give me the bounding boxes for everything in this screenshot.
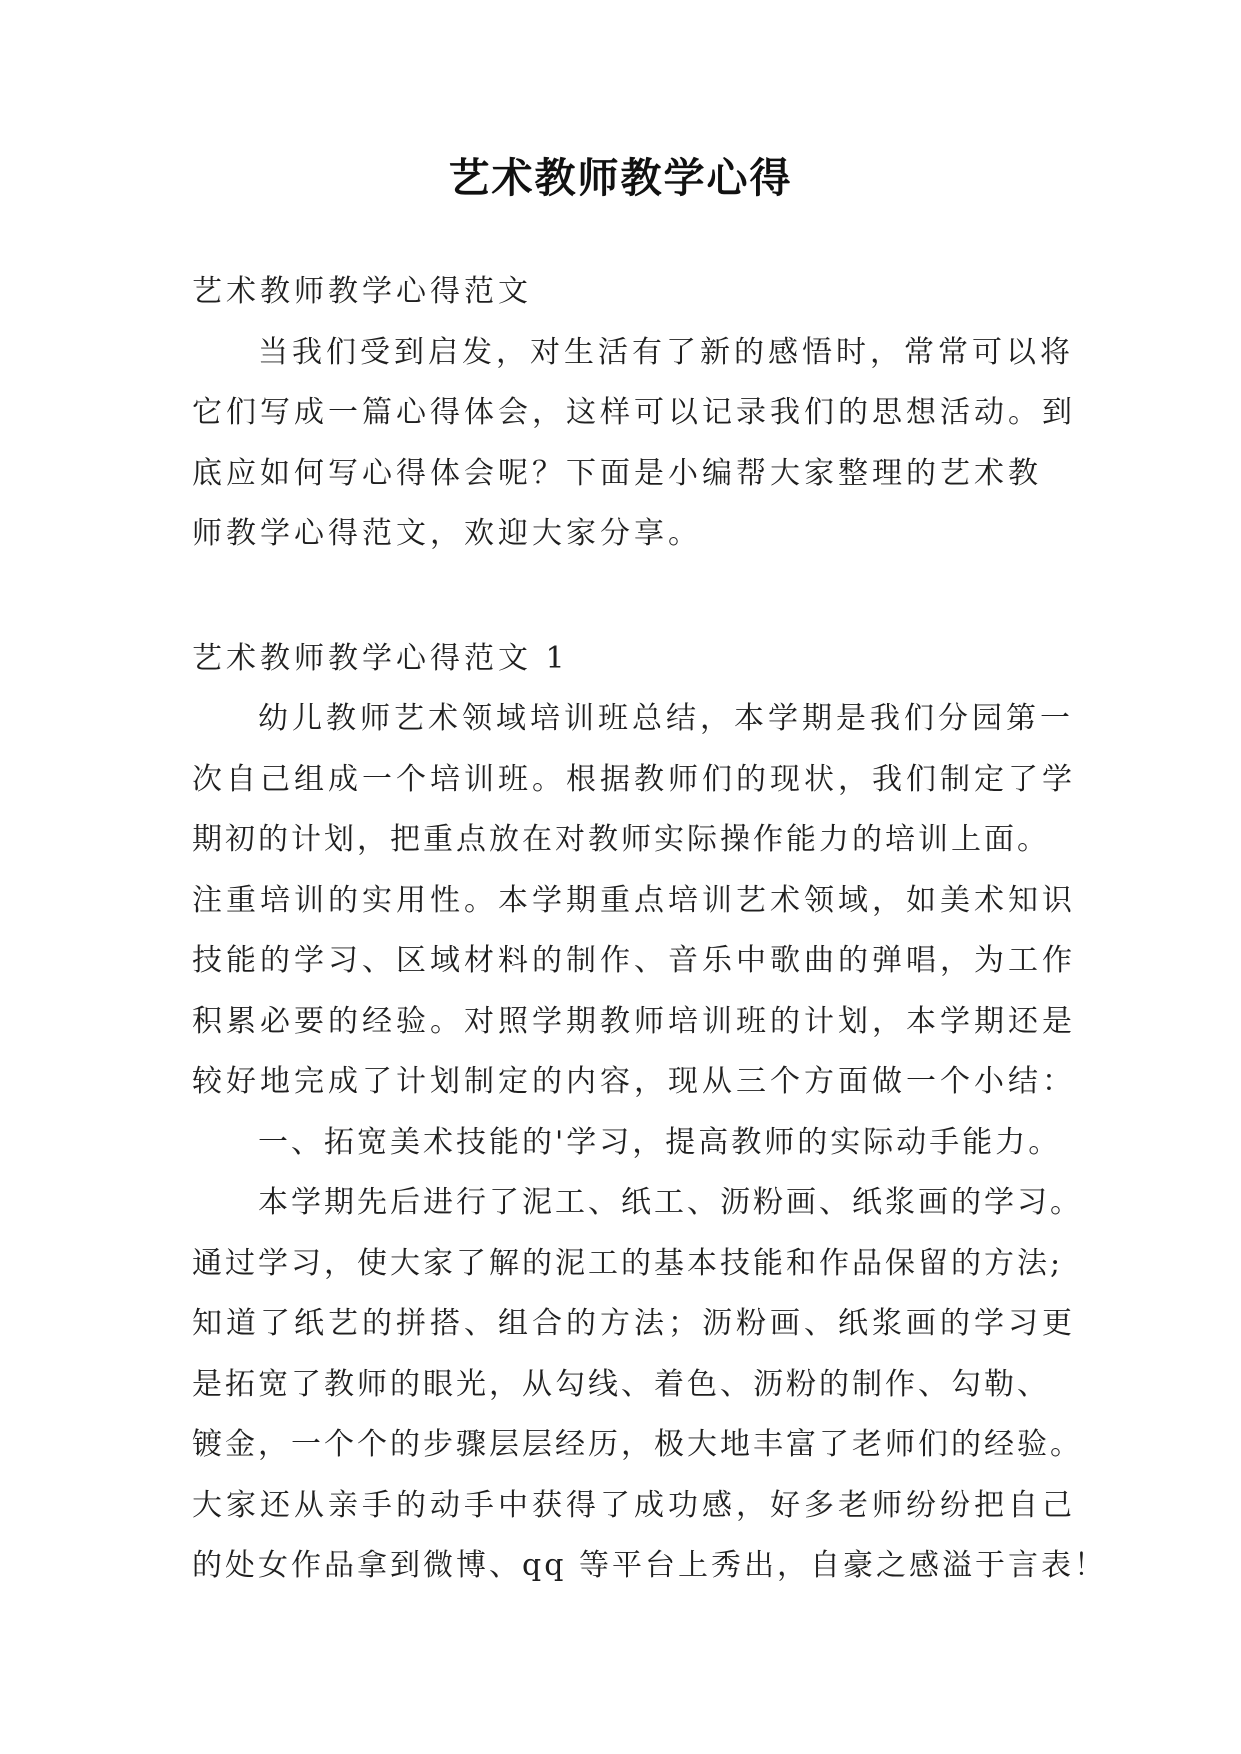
paragraph-line: 大家还从亲手的动手中获得了成功感，好多老师纷纷把自己	[192, 1487, 1076, 1523]
paragraph-line: 积累必要的经验。对照学期教师培训班的计划，本学期还是	[192, 1003, 1076, 1039]
intro-line: 师教学心得范文，欢迎大家分享。	[192, 516, 702, 551]
intro-line: 底应如何写心得体会呢？下面是小编帮大家整理的艺术教	[192, 455, 1042, 491]
paragraph-line: 注重培训的实用性。本学期重点培训艺术领域，如美术知识	[192, 882, 1076, 918]
section-spacer	[192, 565, 1054, 629]
paragraph-line: 幼儿教师艺术领域培训班总结，本学期是我们分园第一	[258, 701, 1074, 736]
paragraph-line: 次自己组成一个培训班。根据教师们的现状，我们制定了学	[192, 761, 1076, 797]
paragraph-line: 期初的计划，把重点放在对教师实际操作能力的培训上面。	[192, 822, 1050, 857]
paragraph-line: 镀金，一个个的步骤层层经历，极大地丰富了老师们的经验。	[192, 1427, 1083, 1462]
document-body	[192, 262, 1107, 1597]
intro-line: 它们写成一篇心得体会，这样可以记录我们的思想活动。到	[192, 395, 1076, 430]
section-heading: 艺术教师教学心得范文 1	[192, 640, 569, 676]
point-heading: 一、拓宽美术技能的'学习，提高教师的实际动手能力。	[258, 1124, 1062, 1160]
paragraph-line: 技能的学习、区域材料的制作、音乐中歌曲的弹唱，为工作	[192, 943, 1076, 978]
paragraph-line: 的处女作品拿到微博、qq 等平台上秀出，自豪之感溢于言表！	[192, 1548, 1107, 1583]
paragraph-line: 知道了纸艺的拼搭、组合的方法；沥粉画、纸浆画的学习更	[192, 1306, 1076, 1341]
paragraph-line: 通过学习，使大家了解的泥工的基本技能和作品保留的方法;	[192, 1245, 1064, 1281]
intro-line: 当我们受到启发，对生活有了新的感悟时，常常可以将	[258, 334, 1074, 370]
intro-subtitle: 艺术教师教学心得范文	[192, 274, 532, 309]
paragraph-line: 本学期先后进行了泥工、纸工、沥粉画、纸浆画的学习。	[258, 1185, 1083, 1220]
paragraph-line: 较好地完成了计划制定的内容，现从三个方面做一个小结：	[192, 1064, 1076, 1099]
document-title: 艺术教师教学心得	[448, 154, 793, 202]
paragraph-line: 是拓宽了教师的眼光，从勾线、着色、沥粉的制作、勾勒、	[192, 1366, 1050, 1402]
